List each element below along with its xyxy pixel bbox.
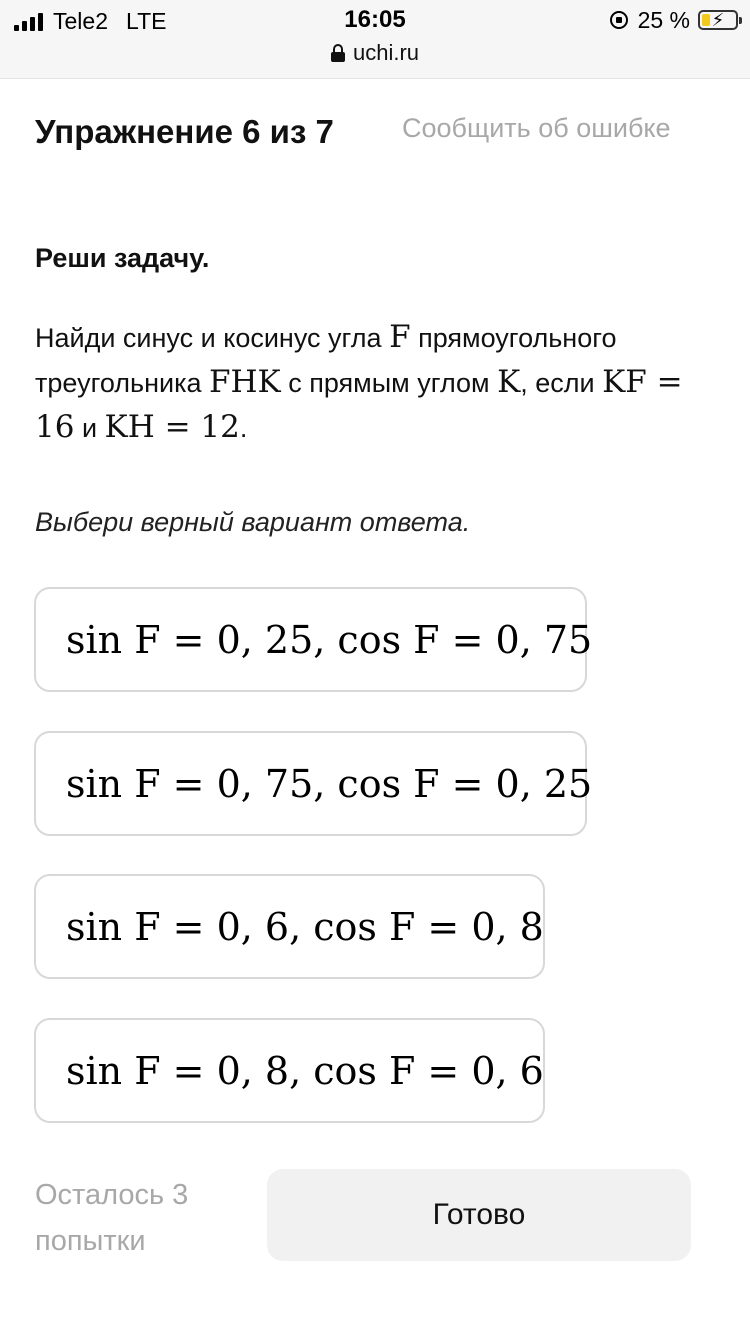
carrier-name: Tele2 — [53, 7, 108, 34]
math-triangle: FHK — [209, 364, 281, 400]
lock-icon — [331, 44, 345, 62]
task-statement — [35, 315, 715, 450]
answer-option-1[interactable] — [34, 587, 593, 692]
task-text-part: с прямым углом — [280, 368, 498, 398]
network-type: LTE — [125, 7, 167, 34]
task-text-part: , если — [520, 368, 603, 398]
math-equation-kh: KH = 12 — [104, 409, 240, 445]
attempts-remaining: Осталось 3 попытки — [35, 1179, 189, 1257]
math-right-angle: K — [497, 364, 521, 400]
status-bar — [0, 0, 750, 79]
status-right — [610, 6, 738, 34]
answer-option-label: sin F = 0, 75, cos F = 0, 25 — [66, 761, 593, 806]
answer-option-label: sin F = 0, 25, cos F = 0, 75 — [66, 617, 593, 662]
task-text-part: и — [74, 413, 105, 443]
answer-option-label: sin F = 0, 8, cos F = 0, 6 — [66, 1048, 544, 1093]
answer-option-4[interactable] — [34, 1018, 545, 1123]
battery-percent: 25 % — [637, 6, 690, 33]
rotation-lock-icon — [610, 11, 628, 29]
answer-prompt: Выбери верный вариант ответа. — [35, 507, 471, 537]
battery-icon — [698, 10, 738, 30]
exercise-title: Упражнение 6 из 7 — [35, 113, 334, 150]
charging-bolt-icon: ⚡ — [711, 10, 725, 30]
answer-option-2[interactable] — [34, 731, 593, 836]
answer-option-label: sin F = 0, 6, cos F = 0, 8 — [66, 904, 544, 949]
math-equation-kf: KF = 16 — [35, 364, 683, 445]
task-text-part: прямоугольного треугольника — [35, 323, 617, 398]
done-button[interactable]: Готово — [267, 1169, 691, 1261]
task-text-part: Найди синус и косинус угла — [35, 323, 390, 353]
url-text: uchi.ru — [352, 40, 420, 65]
status-time: 16:05 — [344, 6, 406, 33]
address-bar[interactable] — [0, 40, 750, 66]
math-angle: F — [389, 319, 411, 355]
answer-option-3[interactable] — [34, 874, 545, 979]
task-text-part: . — [239, 413, 248, 443]
task-heading: Реши задачу. — [35, 243, 210, 273]
report-error-link[interactable]: Сообщить об ошибке — [402, 113, 671, 143]
